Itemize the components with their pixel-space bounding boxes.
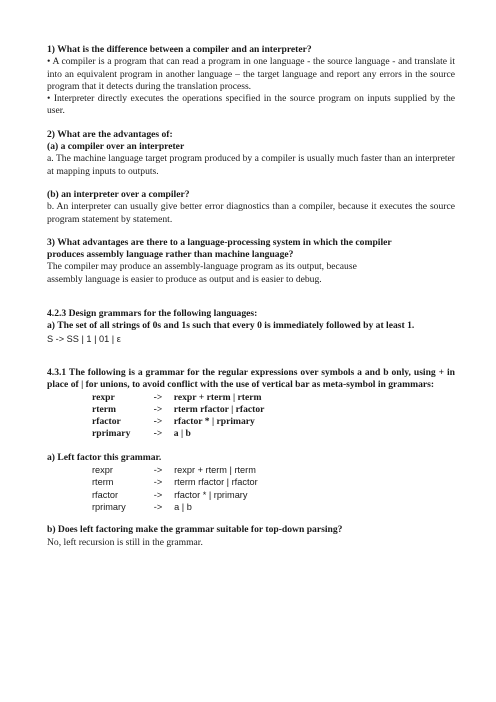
q3-heading-line1: 3) What advantages are there to a language-processing system in which the compiler <box>47 236 392 248</box>
q2-sub-a: (a) a compiler over an interpreter <box>47 141 185 153</box>
grammar-lhs: rexpr <box>92 391 115 403</box>
grammar-arrow: -> <box>153 391 163 403</box>
q1-heading: 1) What is the difference between a compiler and an interpreter? <box>47 44 312 55</box>
grammar-a-arrow: -> <box>153 465 163 476</box>
q3-answer-line1: The compiler may produce an assembly-language program as its output, because <box>47 261 357 273</box>
grammar-arrow: -> <box>153 403 163 415</box>
grammar-a-arrow: -> <box>153 489 163 500</box>
grammar-a-lhs: rexpr <box>92 465 113 476</box>
grammar-a-lhs: rfactor <box>92 489 119 500</box>
grammar-a-rhs: rterm rfactor | rfactor <box>174 477 258 488</box>
grammar-lhs: rprimary <box>92 428 131 440</box>
q2-answer-b: b. An interpreter can usually give better error diagnostics than a compiler, because it executes the source program statement by statement. <box>47 201 455 225</box>
grammar-a-rhs: a | b <box>174 501 192 512</box>
grammar-a-rhs: rfactor * | rprimary <box>174 489 248 500</box>
q423-heading: 4.2.3 Design grammars for the following languages: <box>47 308 258 320</box>
grammar-arrow: -> <box>153 416 163 428</box>
grammar-rhs: a | b <box>173 428 191 440</box>
grammar-a-row <box>92 464 455 476</box>
q2-answer-a: a. The machine language target program produced by a compiler is usually much faster than an interpreter at mapping inputs to outputs. <box>47 153 455 177</box>
grammar-a-lhs: rterm <box>92 477 114 488</box>
document-page <box>47 44 455 549</box>
grammar-a-lhs: rprimary <box>92 501 126 512</box>
q423-sub-a: a) The set of all strings of 0s and 1s such that every 0 is immediately followed by at least 1. <box>47 320 415 332</box>
grammar-lhs: rfactor <box>92 416 121 428</box>
grammar-a-rhs: rexpr + rterm | rterm <box>174 465 256 476</box>
grammar-a-arrow: -> <box>153 477 163 488</box>
grammar-rhs: rterm rfactor | rfactor <box>173 403 265 415</box>
q1-interpreter-bullet: • Interpreter directly executes the operations specified in the source program on inputs supplied by the user. <box>47 93 455 117</box>
q3-heading-line2: produces assembly language rather than machine language? <box>47 249 294 261</box>
grammar-lhs: rterm <box>92 403 116 415</box>
q1-compiler-bullet: • A compiler is a program that can read a program in one language - the source language - and translate it into an equivalent program in another language – the target language and report any errors in the source program that it detects during the translation process. <box>47 56 455 92</box>
grammar-row <box>92 404 455 416</box>
q431-answer-b: No, left recursion is still in the grammar. <box>47 536 203 548</box>
grammar-a-row <box>92 476 455 488</box>
q431-heading: 4.3.1 The following is a grammar for the regular expressions over symbols a and b only, using + in place of | for unions, to avoid conflict with the use of vertical bar as meta-symbol in grammars: <box>47 366 455 391</box>
grammar-rhs: rfactor * | rprimary <box>173 416 255 428</box>
grammar-row <box>92 416 455 428</box>
q423-answer: S -> SS | 1 | 01 | ε <box>47 333 121 344</box>
q2-heading: 2) What are the advantages of: <box>47 128 173 140</box>
grammar-row <box>92 428 455 440</box>
grammar-arrow: -> <box>153 428 163 440</box>
grammar-a-row <box>92 489 455 501</box>
q2-sub-b: (b) an interpreter over a compiler? <box>47 188 190 200</box>
q3-answer-line2: assembly language is easier to produce as output and is easier to debug. <box>47 273 322 285</box>
grammar-a-row <box>92 501 455 513</box>
q431-sub-b: b) Does left factoring make the grammar suitable for top-down parsing? <box>47 524 343 536</box>
grammar-row <box>92 392 455 404</box>
q431-sub-a: a) Left factor this grammar. <box>47 451 162 463</box>
grammar-rhs: rexpr + rterm | rterm <box>173 391 262 403</box>
grammar-a-arrow: -> <box>153 501 163 512</box>
